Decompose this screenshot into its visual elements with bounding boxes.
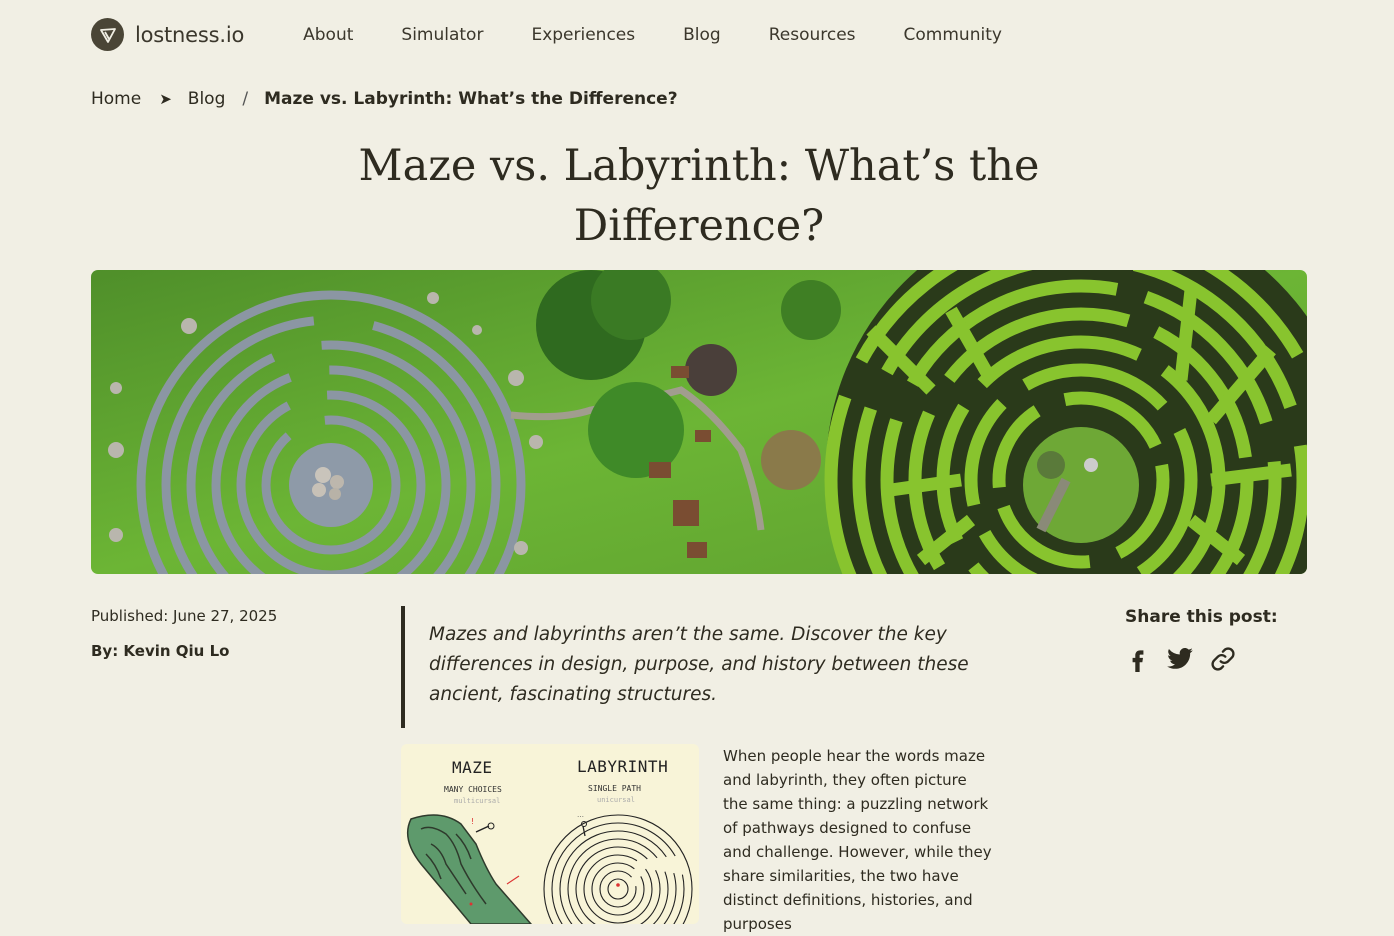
twitter-icon[interactable]: [1165, 645, 1195, 673]
link-icon[interactable]: [1209, 645, 1237, 673]
svg-text:!: !: [471, 817, 475, 826]
publish-date: Published: June 27, 2025: [91, 607, 278, 625]
nav-community[interactable]: Community: [903, 24, 1002, 45]
labyrinth-heading: LABYRINTH: [577, 757, 669, 776]
brand-logo[interactable]: [91, 18, 244, 51]
article-body: When people hear the words maze and labyrinth, they often picture the same thing: a puzzling network of pathways designed to confuse and challenge. However, while they share similarities, the two have distinct definitions, histories, and purposes: [723, 747, 992, 933]
nav-resources[interactable]: Resources: [768, 24, 856, 45]
nav-about[interactable]: About: [303, 24, 354, 45]
breadcrumb: [91, 89, 678, 109]
share-icons: [1125, 645, 1251, 673]
labyrinth-subheading: SINGLE PATH: [588, 784, 641, 793]
hero-image: [91, 270, 1307, 574]
nav-blog[interactable]: Blog: [683, 24, 721, 45]
breadcrumb-current: Maze vs. Labyrinth: What’s the Difference?: [264, 89, 678, 109]
share-title: Share this post:: [1125, 607, 1278, 627]
labyrinth-note: unicursal: [597, 796, 635, 804]
breadcrumb-arrow-icon: ➤: [159, 90, 172, 108]
breadcrumb-home[interactable]: Home: [91, 89, 142, 109]
maze-vs-labyrinth-illustration: [401, 744, 699, 924]
top-nav: [91, 18, 1050, 51]
nav-experiences[interactable]: Experiences: [531, 24, 636, 45]
maze-note: multicursal: [454, 797, 501, 805]
maze-subheading: MANY CHOICES: [444, 785, 502, 794]
brand-name: lostness.io: [135, 22, 245, 47]
facebook-icon[interactable]: [1125, 645, 1151, 673]
page-title: Maze vs. Labyrinth: What’s the Difference?: [358, 141, 1040, 251]
nav-links: [303, 25, 1050, 45]
logo-icon: [91, 18, 124, 51]
svg-text:…: …: [577, 811, 584, 819]
breadcrumb-separator: /: [242, 89, 249, 109]
lead-quote: [401, 606, 969, 728]
author: By: Kevin Qiu Lo: [91, 642, 230, 660]
nav-simulator[interactable]: Simulator: [401, 24, 484, 45]
breadcrumb-blog[interactable]: Blog: [187, 89, 226, 109]
maze-heading: MAZE: [452, 758, 493, 777]
lead-text: Mazes and labyrinths aren’t the same. Discover the key differences in design, purpose, and history between these ancient, fascinating structures.: [429, 624, 969, 705]
